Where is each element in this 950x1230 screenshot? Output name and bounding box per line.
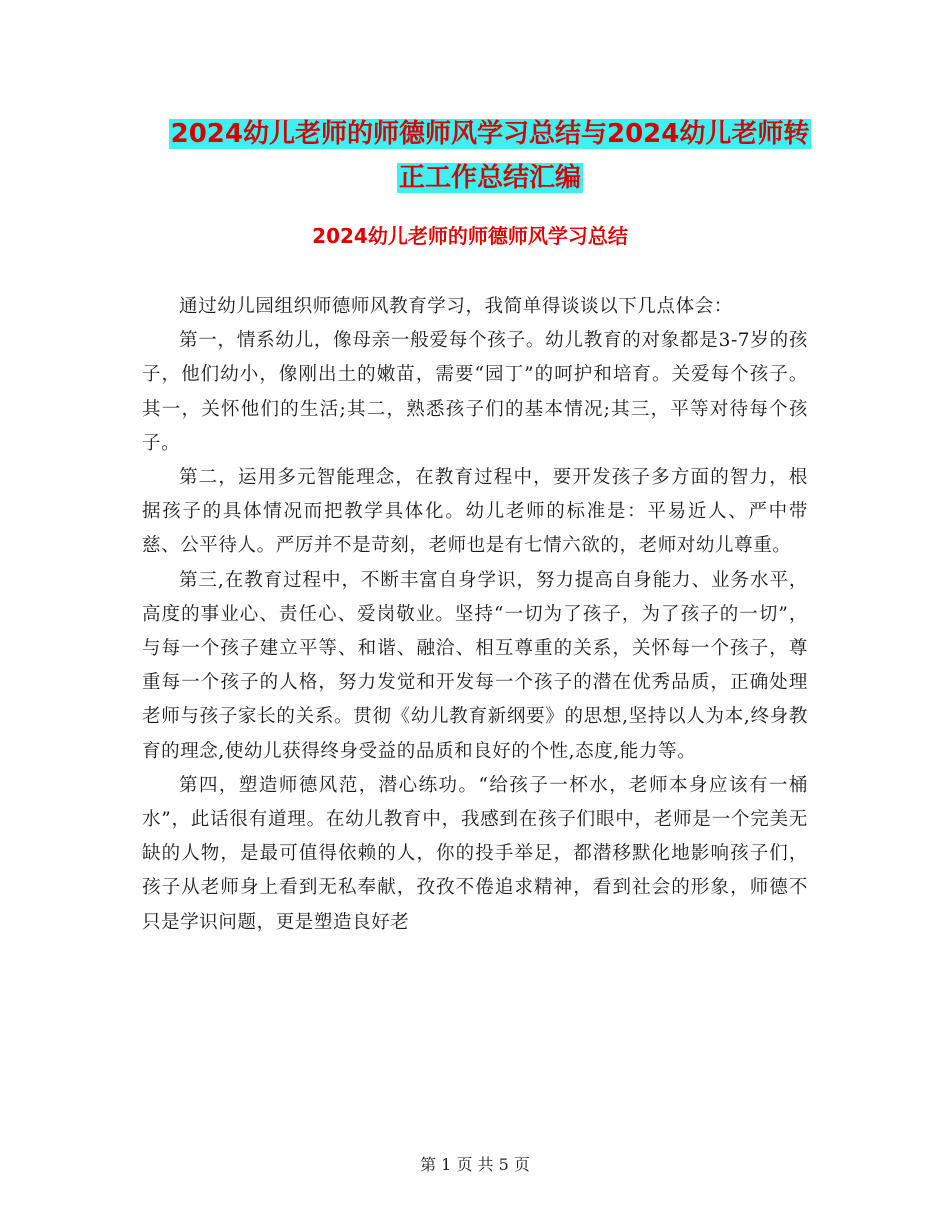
document-title-line1: 2024幼儿老师的师德师风学习总结与2024幼儿老师转 [170,119,810,149]
paragraph-fourth: 第四，塑造师德风范，潜心练功。“给孩子一杯水，老师本身应该有一桶水”，此话很有道理。在幼儿教育中，我感到在孩子们眼中，老师是一个完美无缺的人物，是最可值得依赖的人，你的投手举足，都潜移默化地影响孩子们，孩子从老师身上看到无私奉献，孜孜不倦追求精神，看到社会的形象，师德不只是学识问题，更是塑造良好老 [142,774,808,933]
document-title [140,112,840,200]
document-body [142,290,808,940]
page-number-footer: 第 1 页 共 5 页 [420,1155,530,1174]
paragraph-second: 第二，运用多元智能理念，在教育过程中，要开发孩子多方面的智力，根据孩子的具体情况而把教学具体化。幼儿老师的标准是：平易近人、严中带慈、公平待人。严厉并不是苛刻，老师也是有七情六欲的，老师对幼儿尊重。 [142,467,808,557]
paragraph-third: 第三,在教育过程中，不断丰富自身学识，努力提高自身能力、业务水平，高度的事业心、责任心、爱岗敬业。坚持“一切为了孩子，为了孩子的一切”，与每一个孩子建立平等、和谐、融洽、相互尊重的关系，关怀每一个孩子，尊重每一个孩子的人格，努力发觉和开发每一个孩子的潜在优秀品质，正确处理老师与孩子家长的关系。贯彻《幼儿教育新纲要》的思想,坚持以人为本,终身教育的理念,使幼儿获得终身受益的品质和良好的个性,态度,能力等。 [142,569,808,762]
paragraph-first: 第一，情系幼儿，像母亲一般爱每个孩子。幼儿教育的对象都是3-7岁的孩子，他们幼小，像刚出土的嫩苗，需要“园丁”的呵护和培育。关爱每个孩子。其一，关怀他们的生活;其二，熟悉孩子们的基本情况;其三，平等对待每个孩子。 [142,330,808,454]
section-title: 2024幼儿老师的师德师风学习总结 [312,224,628,248]
paragraph-intro: 通过幼儿园组织师德师风教育学习，我简单得谈谈以下几点体会： [179,296,733,317]
document-title-line2: 正工作总结汇编 [398,163,581,193]
